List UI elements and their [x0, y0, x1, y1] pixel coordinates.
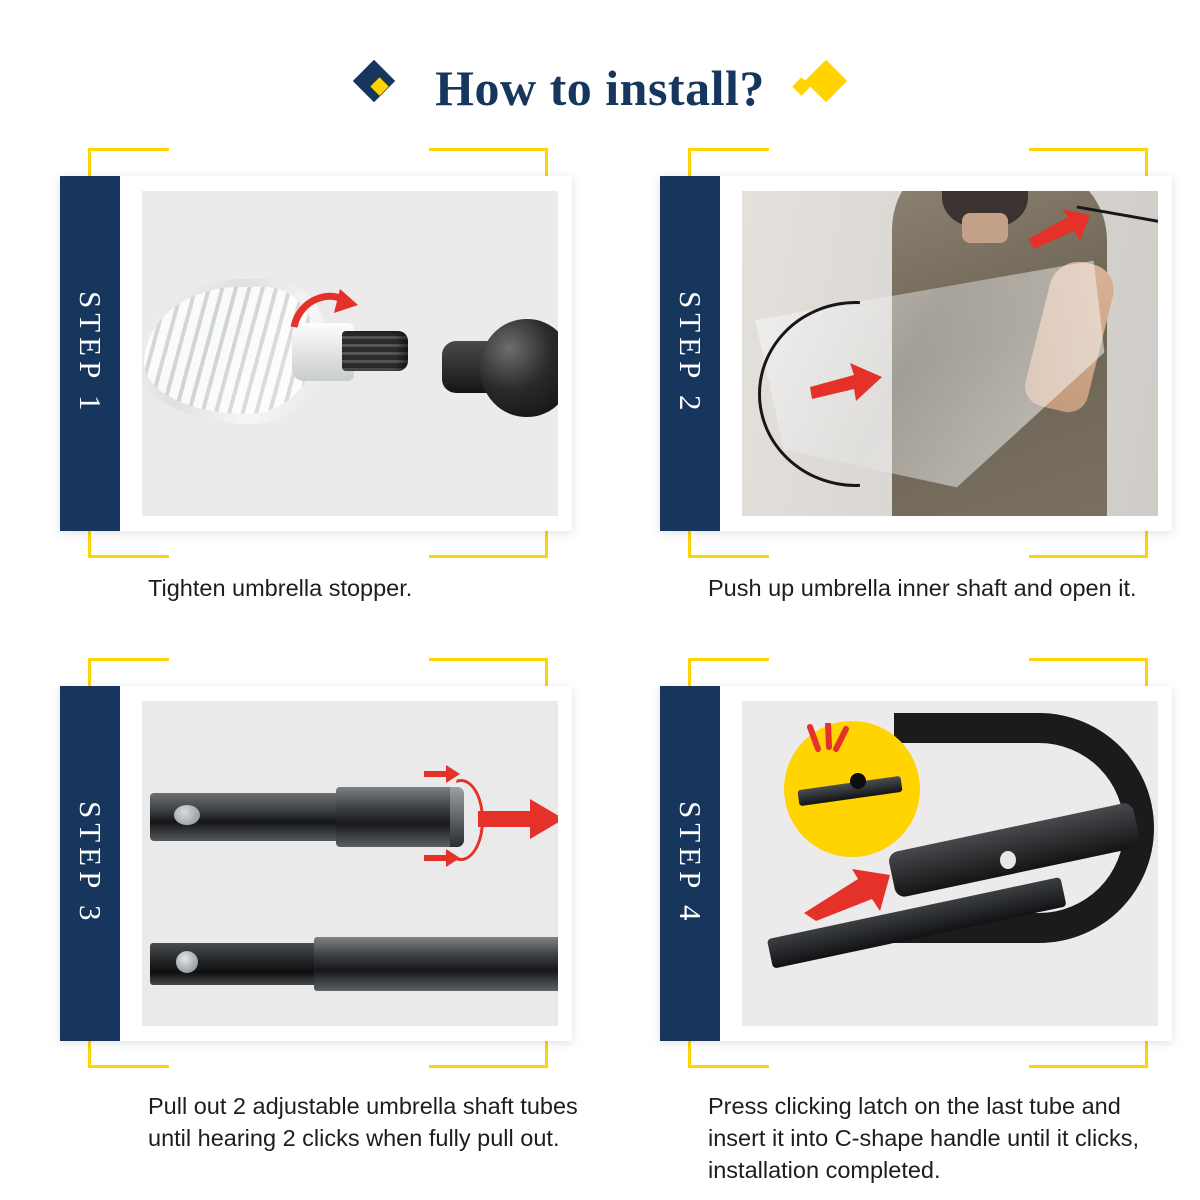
step-2-label: STEP 2 [673, 291, 708, 416]
step-3-image [142, 701, 558, 1026]
step-3-cell [0, 650, 600, 1160]
step-4-cell [600, 650, 1200, 1184]
step-3-label-bar [60, 686, 120, 1041]
header-decoration-left [359, 60, 413, 116]
red-curved-arrow-icon [290, 287, 360, 333]
shaft-tube-outer-bottom [314, 937, 558, 991]
step-1-cell [0, 140, 600, 650]
step-2-caption: Push up umbrella inner shaft and open it. [708, 575, 1137, 601]
umbrella-stopper-shape [442, 319, 558, 417]
red-arrow-small-top-icon [424, 765, 460, 783]
red-arrow-right-large-icon [478, 797, 558, 841]
red-spark-icon [800, 723, 858, 765]
red-arrow-up-right-icon-2 [804, 869, 890, 921]
header-decoration-right [787, 60, 841, 116]
step-4-card [660, 686, 1172, 1041]
step-1-image [142, 191, 558, 516]
step-3-label: STEP 3 [73, 801, 108, 926]
red-arrow-small-bottom-icon [424, 849, 460, 867]
step-3-caption: Pull out 2 adjustable umbrella shaft tubes until hearing 2 clicks when fully pull out. [148, 1093, 578, 1152]
step-1-caption: Tighten umbrella stopper. [148, 575, 413, 601]
step-4-image [742, 701, 1158, 1026]
shaft-tube-inner-top [150, 793, 340, 841]
page-header [0, 48, 1200, 128]
shaft-tube-inner-bottom [150, 943, 320, 985]
shaft-tube-outer-top [336, 787, 464, 847]
screw-thread-shape [342, 331, 408, 371]
clicking-latch-shape [850, 773, 866, 789]
red-arrow-up-right-icon [1028, 209, 1090, 249]
step-1-label: STEP 1 [73, 291, 108, 416]
steps-grid [0, 140, 1200, 1184]
page-title: How to install? [435, 60, 765, 116]
step-2-card [660, 176, 1172, 531]
step-1-label-bar [60, 176, 120, 531]
step-2-cell [600, 140, 1200, 650]
step-2-label-bar [660, 176, 720, 531]
yellow-diamond-icon [805, 60, 847, 102]
latch-hole-shape [1000, 851, 1016, 869]
step-2-image [742, 191, 1158, 516]
step-1-card [60, 176, 572, 531]
step-4-caption: Press clicking latch on the last tube and insert it into C-shape handle until it clicks, installation completed. [708, 1093, 1140, 1184]
step-4-label-bar [660, 686, 720, 1041]
red-arrow-right-icon [810, 361, 882, 403]
step-3-card [60, 686, 572, 1041]
step-4-label: STEP 4 [673, 801, 708, 926]
